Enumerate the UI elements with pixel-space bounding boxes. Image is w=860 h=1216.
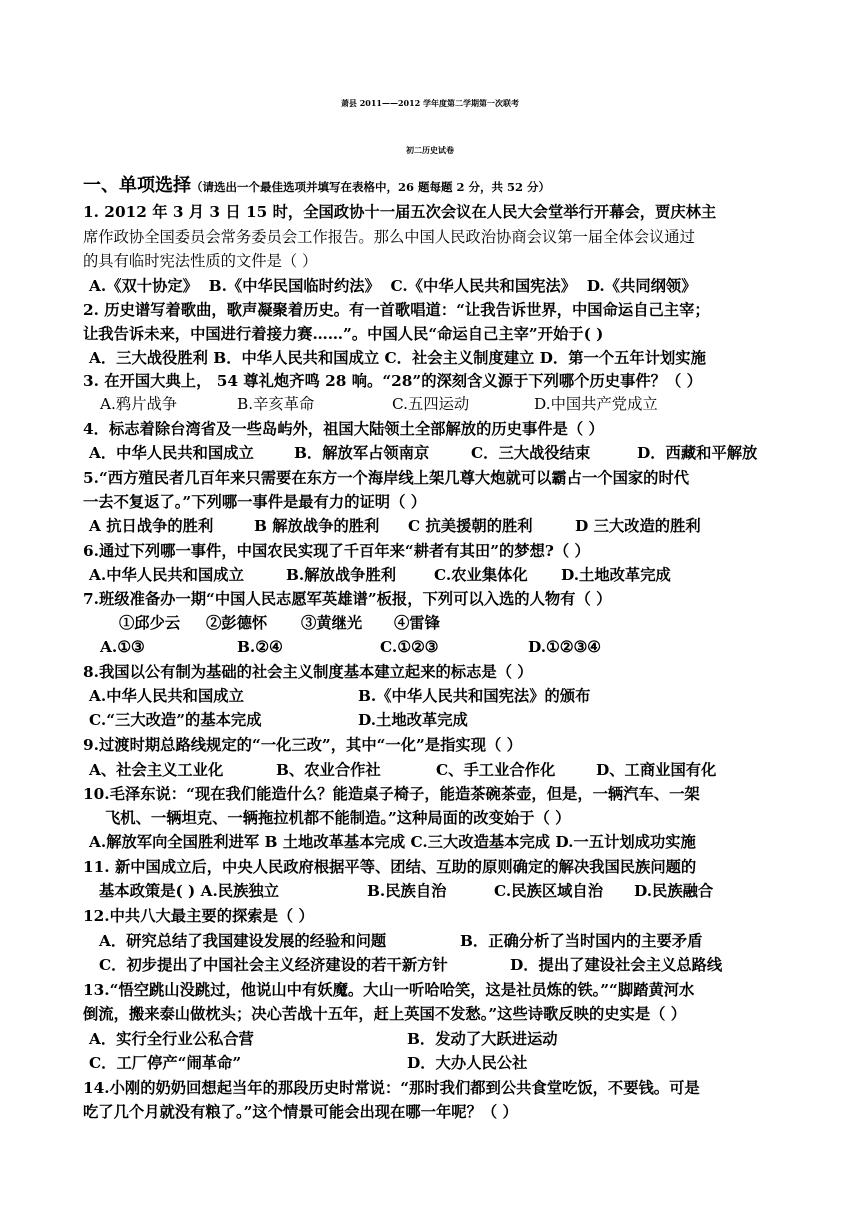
q11-option-b: B.民族自治 [367,882,447,900]
q8-options-row2 [89,709,468,731]
q8-stem-line1: 8.我国以公有制为基础的社会主义制度基本建立起来的标志是（ ） [83,663,533,681]
q12-option-d: D．提出了建设社会主义总路线 [510,956,723,974]
q7-option-a: A.①③ [100,638,145,656]
q9-option-a: A、社会主义工业化 [89,761,224,779]
q4-stem-line1: 4．标志着除台湾省及一些岛屿外，祖国大陆领土全部解放的历史事件是（ ） [83,420,604,438]
q7-option-c: C.①②③ [380,638,439,656]
q1-stem-line1: 1. 2012 年 3 月 3 日 15 时，全国政协十一届五次会议在人民大会堂举行开幕会，贾庆林主 [83,203,717,221]
exam-title: 萧县 2011——2012 学年度第二学期第一次联考 [340,98,520,108]
q12-stem-line1: 12.中共八大最主要的探索是（ ） [83,907,314,925]
q6-option-b: B.解放战争胜利 [286,566,397,584]
q8-options-row1 [89,685,590,707]
q1-options [89,275,697,297]
q1-option-b: B.《中华民国临时约法》 [208,277,380,295]
q5-stem-line1: 5.“西方殖民者几百年来只需要在东方一个海岸线上架几尊大炮就可以霸占一个国家的时代 [83,469,690,487]
exam-subtitle: 初二历史试卷 [406,145,454,155]
q4-option-a: A．中华人民共和国成立 [89,444,254,462]
q8-option-b: B.《中华人民共和国宪法》的颁布 [358,687,591,705]
q10-options: A.解放军向全国胜利进军 B 土地改革基本完成 C.三大改造基本完成 D.一五计划成功实施 [89,833,696,851]
q3-options [100,393,658,415]
q3-option-d: D.中国共产党成立 [534,395,658,413]
q1-stem-line3: 的具有临时宪法性质的文件是（ ） [83,252,318,270]
q12-options-row1 [99,930,702,952]
q12-option-c: C．初步提出了中国社会主义经济建设的若干新方针 [99,956,448,974]
q5-option-d: D 三大改造的胜利 [575,517,701,535]
q3-option-a: A.鸦片战争 [100,395,178,413]
q10-stem-line2: 飞机、一辆坦克、一辆拖拉机都不能制造。”这种局面的改变始于（ ） [105,809,571,827]
q11-option-c: C.民族区域自治 [494,882,604,900]
q7-option-b: B.②④ [237,638,283,656]
q5-option-a: A 抗日战争的胜利 [89,517,214,535]
q5-stem-line2: 一去不复返了。”下列哪一事件是最有力的证明（ ） [83,493,427,511]
q7-item-1: ①邱少云 [119,614,181,632]
q3-option-b: B.辛亥革命 [237,395,315,413]
q5-option-b: B 解放战争的胜利 [254,517,380,535]
q7-stem-line1: 7.班级准备办一期“中国人民志愿军英雄谱”板报，下列可以入选的人物有（ ） [83,590,612,608]
q9-options [89,759,716,781]
q2-stem-line1: 2. 历史谱写着歌曲，歌声凝聚着历史。有一首歌唱道：“让我告诉世界，中国命运自己主宰； [83,301,710,319]
q13-stem-line1: 13.“悟空跳山没跳过，他说山中有妖魔。大山一听哈哈笑，这是社员炼的铁。”“脚踏黄河水 [83,981,695,999]
q1-option-a: A.《双十协定》 [89,277,198,295]
q1-option-d: D.《共同纲领》 [586,277,697,295]
q11-option-d: D.民族融合 [634,882,714,900]
q3-stem-line1: 3. 在开国大典上， 54 尊礼炮齐鸣 28 响。“28”的深刻含义源于下列哪个历史事件？（ ） [83,372,702,390]
q13-options-row1 [89,1028,558,1050]
q4-option-c: C．三大战役结束 [471,444,591,462]
q1-stem-line2: 席作政协全国委员会常务委员会工作报告。那么中国人民政治协商会议第一届全体会议通过 [83,228,695,246]
q7-item-4: ④雷锋 [394,614,440,632]
q6-option-c: C.农业集体化 [434,566,528,584]
q3-option-c: C.五四运动 [392,395,470,413]
q6-option-a: A.中华人民共和国成立 [89,566,244,584]
section-heading: 一、单项选择 [83,175,191,196]
q14-stem-line2: 吃了几个月就没有粮了。”这个情景可能会出现在哪一年呢？（ ） [83,1103,518,1121]
q13-stem-line2: 倒流，搬来泰山做枕头；决心苦战十五年，赶上英国不发愁。”这些诗歌反映的史实是（ ） [83,1005,687,1023]
q12-options-row2 [99,954,722,976]
q8-option-c: C.“三大改造”的基本完成 [89,711,262,729]
q9-option-c: C、手工业合作化 [436,761,556,779]
q8-option-a: A.中华人民共和国成立 [89,687,244,705]
q7-items [119,612,440,634]
q12-option-a: A．研究总结了我国建设发展的经验和问题 [99,932,387,950]
q6-stem-line1: 6.通过下列哪一事件，中国农民实现了千百年来“耕者有其田”的梦想?（ ） [83,542,590,560]
q13-option-a: A．实行全行业公私合营 [89,1030,254,1048]
q13-option-d: D．大办人民公社 [407,1054,528,1072]
q11-stem-line2: 基本政策是( ) A.民族独立 [99,882,279,900]
q1-option-c: C.《中华人民共和国宪法》 [390,277,577,295]
q14-stem-line1: 14.小刚的奶奶回想起当年的那段历史时常说：“那时我们都到公共食堂吃饭，不要钱。可是 [83,1079,700,1097]
q6-options [89,564,671,586]
section-instruction: （请选出一个最佳选项并填写在表格中，26 题每题 2 分，共 52 分） [191,180,551,194]
q6-option-d: D.土地改革完成 [561,566,671,584]
q4-option-d: D．西藏和平解放 [637,444,758,462]
q7-item-2: ②彭德怀 [206,614,268,632]
q4-options [89,442,757,464]
q11-options [99,880,713,902]
q9-option-b: B、农业合作社 [276,761,381,779]
q13-option-c: C．工厂停产“闹革命” [89,1054,242,1072]
q9-option-d: D、工商业国有化 [596,761,717,779]
q5-option-c: C 抗美援朝的胜利 [408,517,533,535]
q2-stem-line2: 让我告诉未来，中国进行着接力赛……”。中国人民“命运自己主宰”开始于( ) [83,325,604,343]
q7-option-d: D.①②③④ [528,638,601,656]
q13-options-row2 [89,1052,527,1074]
q7-item-3: ③黄继光 [301,614,363,632]
q9-stem-line1: 9.过渡时期总路线规定的“一化三改”，其中“一化”是指实现（ ） [83,736,522,754]
q8-option-d: D.土地改革完成 [358,711,468,729]
q11-stem-line1: 11. 新中国成立后，中央人民政府根据平等、团结、互助的原则确定的解决我国民族问题的 [83,858,697,876]
q4-option-b: B．解放军占领南京 [294,444,430,462]
q2-options: A．三大战役胜利 B．中华人民共和国成立 C．社会主义制度建立 D．第一个五年计划实施 [89,349,706,367]
q5-options [89,515,701,537]
q12-option-b: B．正确分析了当时国内的主要矛盾 [460,932,703,950]
section-heading-row [83,175,550,198]
q7-options [100,636,601,658]
q10-stem-line1: 10.毛泽东说：“现在我们能造什么？能造桌子椅子，能造茶碗茶壶，但是，一辆汽车、一架 [83,785,700,803]
q13-option-b: B．发动了大跃进运动 [407,1030,558,1048]
